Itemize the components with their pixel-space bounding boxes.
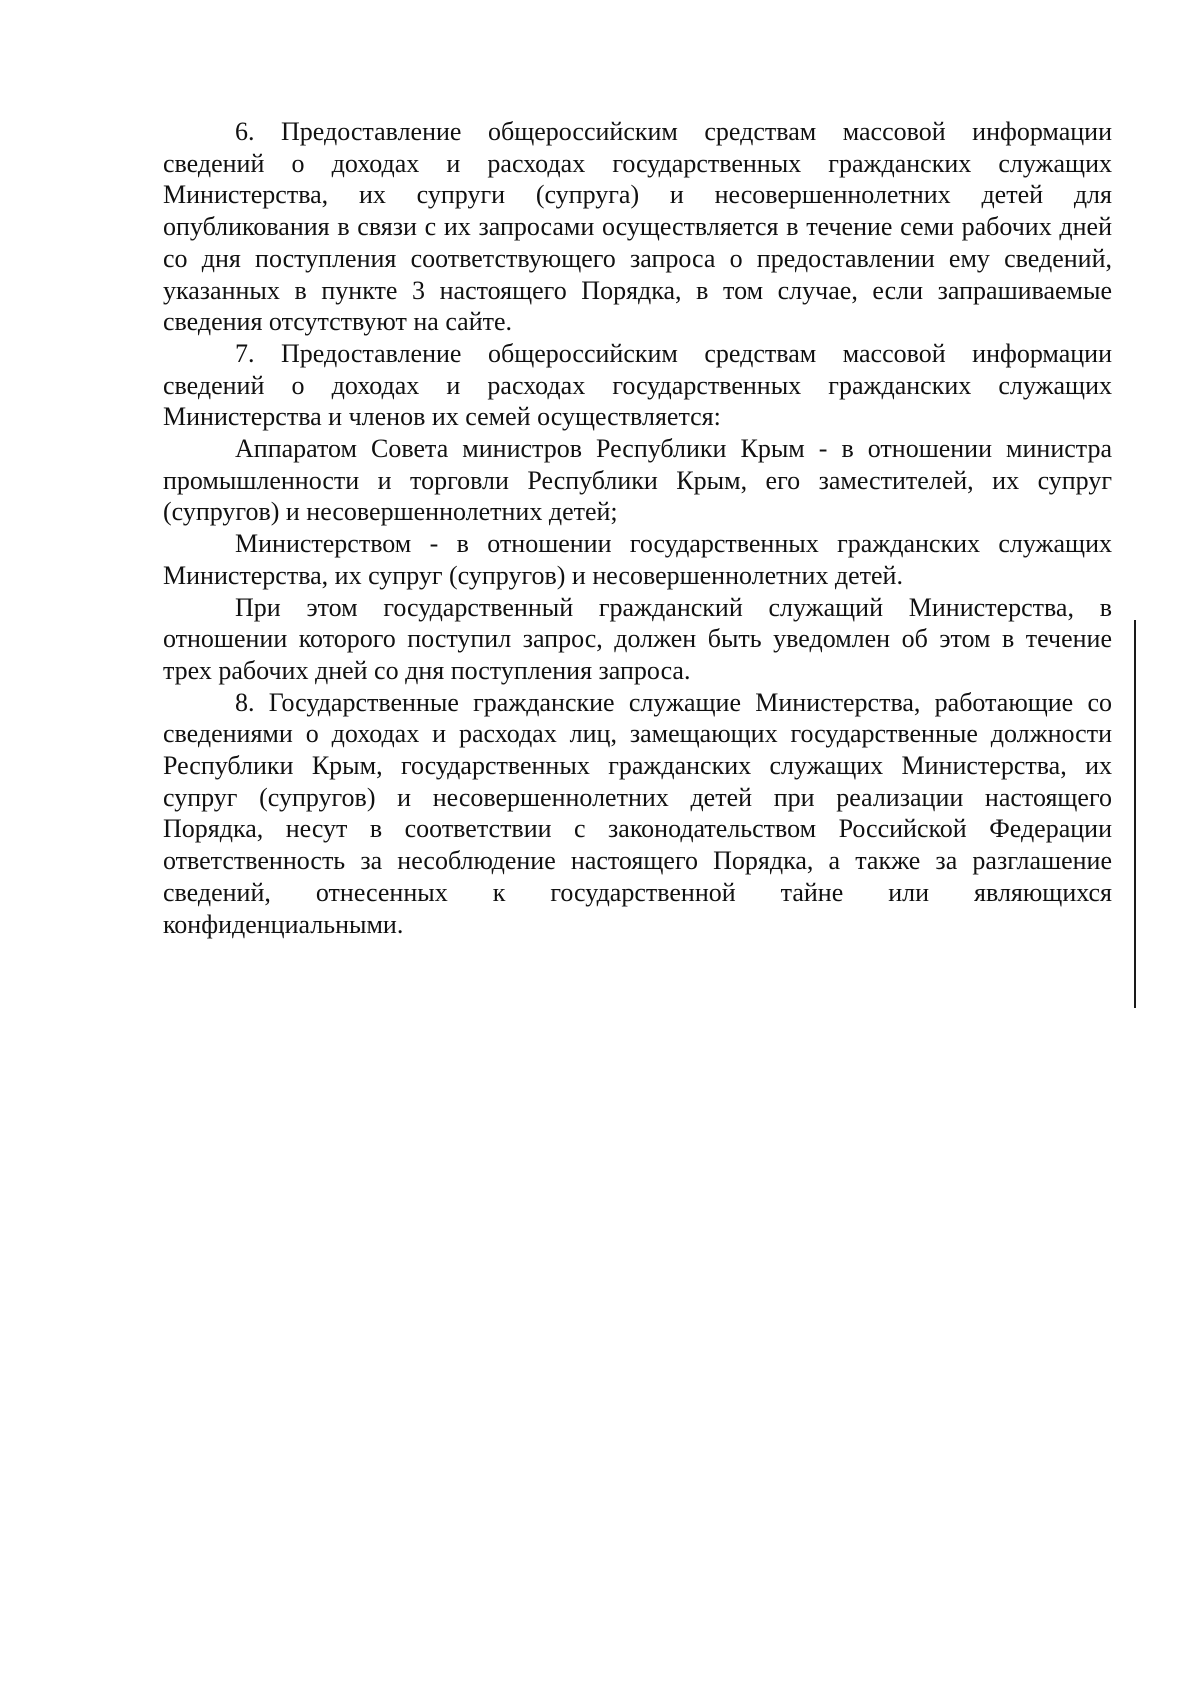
paragraph-7-item-ministry: Министерством - в отношении государственных гражданских служащих Министерства, их супруг (супругов) и несовершеннолетних детей. (163, 529, 1112, 590)
document-body (163, 116, 1112, 940)
margin-revision-line (1134, 620, 1136, 1008)
paragraph-8: 8. Государственные гражданские служащие Министерства, работающие со сведениями о доходах и расходах лиц, замещающих государственные должности Республики Крым, государственных гражданских служащих Министерства, их супруг (супругов) и несовершеннолетних детей при реализации настоящего Порядка, несут в соответствии с законодательством Российской Федерации ответственность за несоблюдение настоящего Порядка, а также за разглашение сведений, отнесенных к государственной тайне или являющихся конфиденциальными. (163, 687, 1112, 939)
paragraph-7-notice: При этом государственный гражданский служащий Министерства, в отношении которого поступил запрос, должен быть уведомлен об этом в течение трех рабочих дней со дня поступления запроса. (163, 592, 1112, 685)
paragraph-6: 6. Предоставление общероссийским средствам массовой информации сведений о доходах и расходах государственных гражданских служащих Министерства, их супруги (супруга) и несовершеннолетних детей для опубликования в связи с их запросами осуществляется в течение семи рабочих дней со дня поступления соответствующего запроса о предоставлении ему сведений, указанных в пункте 3 настоящего Порядка, в том случае, если запрашиваемые сведения отсутствуют на сайте. (163, 117, 1112, 337)
paragraph-7: 7. Предоставление общероссийским средствам массовой информации сведений о доходах и расходах государственных гражданских служащих Министерства и членов их семей осуществляется: (163, 338, 1112, 432)
paragraph-7-item-apparatus: Аппаратом Совета министров Республики Крым - в отношении министра промышленности и торговли Республики Крым, его заместителей, их супруг (супругов) и несовершеннолетних детей; (163, 434, 1112, 527)
